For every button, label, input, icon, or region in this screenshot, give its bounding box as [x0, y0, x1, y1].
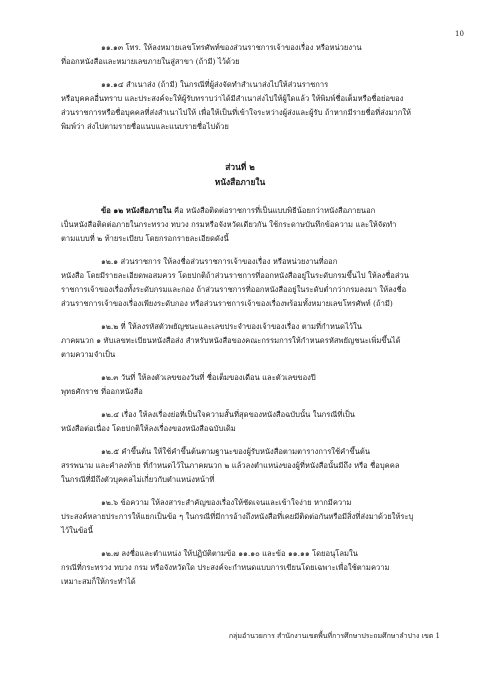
paragraph-line: ส่วนราชการหรือชื่อบุคคลที่ส่งสำเนาไปให้ เพื่อให้เป็นที่เข้าใจระหว่างผู้ส่งและผู้รับ ถ้าหากมีรายชื่อที่ส่งมากให้ — [61, 108, 412, 117]
section-title: หนังสือภายใน — [214, 177, 266, 187]
paragraph-line: ตามความจำเป็น — [61, 350, 116, 359]
article-line — [101, 206, 375, 215]
paragraph-line: ๑๒.๗ ลงชื่อและตำแหน่ง ให้ปฏิบัติตามข้อ ๑๑.๑๐ และข้อ ๑๑.๑๑ โดยอนุโลมใน — [101, 549, 358, 558]
paragraph-line: พุทธศักราช ที่ออกหนังสือ — [61, 387, 143, 396]
page-footer: กลุ่มอำนวยการ สำนักงานเขตพื้นที่การศึกษาประถมศึกษาลำปาง เขต 1 — [228, 632, 440, 640]
paragraph-line: ในกรณีที่มีถึงตัวบุคคลไม่เกี่ยวกับตำแหน่งหน้าที่ — [61, 475, 215, 484]
paragraph-line: ภาคผนวก ๑ ทับเลขทะเบียนหนังสือส่ง สำหรับหนังสือของคณะกรรมการให้กำหนดรหัสพยัญชนะเพิ่มขึ้นได้ — [61, 336, 401, 345]
paragraph-line: สรรพนาม และคำลงท้าย ที่กำหนดไว้ในภาคผนวก ๒ แล้วลงตำแหน่งของผู้ที่หนังสือนั้นมีถึง หรือ ชื่อบุคคล — [61, 461, 400, 470]
paragraph-line: ตามแบบที่ ๒ ท้ายระเบียบ โดยกรอกรายละเอียดดังนี้ — [61, 234, 229, 243]
paragraph-line: ราชการเจ้าของเรื่องทั้งระดับกรมและกอง ถ้าส่วนราชการที่ออกหนังสืออยู่ในระดับต่ำกว่ากรมลงมา ให้ลงชื่อ — [61, 285, 407, 294]
paragraph-line: ๑๒.๓ วันที่ ให้ลงตัวเลขของวันที่ ชื่อเต็มของเดือน และตัวเลขของปี — [101, 373, 316, 382]
paragraph-line: หรือบุคคลอื่นทราบ และประสงค์จะให้ผู้รับทราบว่าได้มีสำเนาส่งไปให้ผู้ใดแล้ว ให้พิมพ์ชื่อเต็มหรือชื่อย่อของ — [61, 94, 404, 103]
paragraph-line: ๑๒.๖ ข้อความ ให้ลงสาระสำคัญของเรื่องให้ชัดเจนและเข้าใจง่าย หากมีความ — [101, 498, 352, 507]
section-part-heading: ส่วนที่ ๒ — [225, 162, 255, 172]
paragraph-line: หนังสือ โดยมีรายละเอียดพอสมควร โดยปกติถ้าส่วนราชการที่ออกหนังสืออยู่ในระดับกรมขึ้นไป ให้ลงชื่อส่วน — [61, 271, 409, 280]
paragraph-line: ๑๑.๑๓ โทร. ให้ลงหมายเลขโทรศัพท์ของส่วนราชการเจ้าของเรื่อง หรือหน่วยงาน — [101, 43, 362, 52]
paragraph-line: ส่วนราชการเจ้าของเรื่องเพียงระดับกอง หรือส่วนราชการเจ้าของเรื่องพร้อมทั้งหมายเลขโทรศัพท์ (ถ้ามี) — [61, 299, 393, 308]
paragraph-line: เหมาะสมก็ให้กระทำได้ — [61, 577, 136, 586]
paragraph-line: ที่ออกหนังสือและหมายเลขภายในสู่สาขา (ถ้ามี) ไว้ด้วย — [61, 57, 240, 66]
article-text: คือ หนังสือติดต่อราชการที่เป็นแบบพิธีน้อยกว่าหนังสือภายนอก — [171, 206, 376, 215]
paragraph-line: เป็นหนังสือติดต่อภายในกระทรวง ทบวง กรมหรือจังหวัดเดียวกัน ใช้กระดาษบันทึกข้อความ และให้จัดทำ — [61, 220, 397, 229]
paragraph-line: ไว้ในข้อนี้ — [61, 526, 93, 535]
paragraph-line: ๑๒.๑ ส่วนราชการ ให้ลงชื่อส่วนราชการเจ้าของเรื่อง หรือหน่วยงานที่ออก — [101, 257, 338, 266]
paragraph-line: พิมพ์ว่า ส่งไปตามรายชื่อแนบและแนบรายชื่อไปด้วย — [61, 122, 229, 131]
paragraph-line: ๑๑.๑๔ สำเนาส่ง (ถ้ามี) ในกรณีที่ผู้ส่งจัดทำสำเนาส่งไปให้ส่วนราชการ — [101, 80, 329, 89]
paragraph-line: กรณีที่กระทรวง ทบวง กรม หรือจังหวัดใด ประสงค์จะกำหนดแบบการเขียนโดยเฉพาะเพื่อใช้ตามความ — [61, 563, 390, 572]
article-label: ข้อ ๑๒ หนังสือภายใน — [101, 206, 172, 215]
page-number: 10 — [455, 30, 464, 38]
paragraph-line: ๑๒.๔ เรื่อง ให้ลงเรื่องย่อที่เป็นใจความสั้นที่สุดของหนังสือฉบับนั้น ในกรณีที่เป็น — [101, 410, 355, 419]
paragraph-line: หนังสือต่อเนื่อง โดยปกติให้ลงเรื่องของหนังสือฉบับเดิม — [61, 424, 236, 433]
paragraph-line: ประสงค์หลายประการให้แยกเป็นข้อ ๆ ในกรณีที่มีการอ้างถึงหนังสือที่เคยมีติดต่อกันหรือมีสิ่งที่ส่งมาด้วยให้ระบุ — [61, 512, 414, 521]
paragraph-line: ๑๒.๕ คำขึ้นต้น ให้ใช้คำขึ้นต้นตามฐานะของผู้รับหนังสือตามตารางการใช้คำขึ้นต้น — [101, 447, 371, 456]
paragraph-line: ๑๒.๒ ที่ ให้ลงรหัสตัวพยัญชนะและเลขประจำของเจ้าของเรื่อง ตามที่กำหนดไว้ใน — [101, 322, 362, 331]
